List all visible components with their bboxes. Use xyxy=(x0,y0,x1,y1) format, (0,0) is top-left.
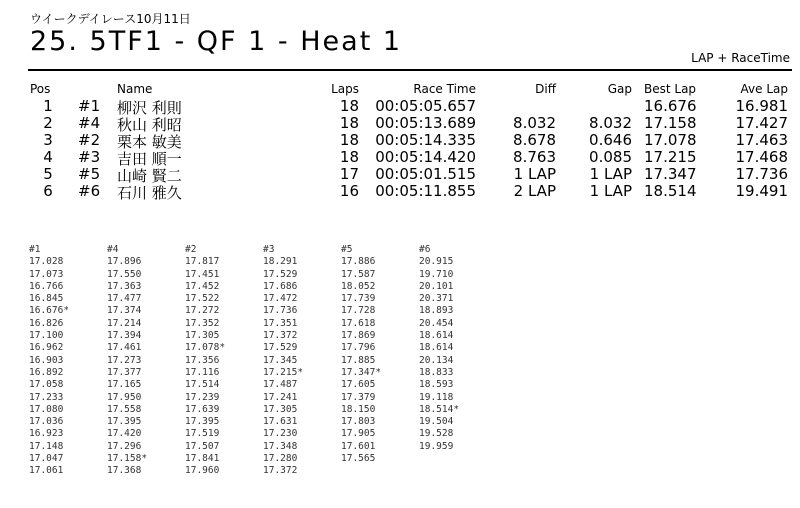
position: 4 xyxy=(43,148,53,166)
car-number: #3 xyxy=(78,148,101,166)
lap-time: 16.826 xyxy=(29,317,64,329)
lap-time: 17.896 xyxy=(107,256,142,268)
race-time: 00:05:14.420 xyxy=(375,148,476,166)
lap-time: 17.739 xyxy=(341,293,376,305)
lap-time: 18.150 xyxy=(341,403,376,415)
lap-time: 17.395 xyxy=(185,416,220,428)
diff: 8.032 xyxy=(513,114,556,132)
lap-time: 17.686 xyxy=(263,280,298,292)
best-lap: 18.514 xyxy=(644,182,697,200)
position: 2 xyxy=(43,114,53,132)
lap-time: 17.363 xyxy=(107,280,142,292)
lap-time: 17.461 xyxy=(107,342,142,354)
lap-time: 17.529 xyxy=(263,342,298,354)
lap-time: 17.565 xyxy=(341,453,376,465)
lap-time: 17.305 xyxy=(263,403,298,415)
lap-time: 16.845 xyxy=(29,293,64,305)
lap-time: 18.291 xyxy=(263,256,298,268)
lap-time: 17.736 xyxy=(263,305,298,317)
lap-time: 18.614 xyxy=(419,342,454,354)
average-lap: 19.491 xyxy=(735,182,788,200)
lap-time: 20.134 xyxy=(419,354,454,366)
lap-time: 17.487 xyxy=(263,379,298,391)
lap-time: 17.241 xyxy=(263,391,298,403)
results-header-row xyxy=(0,82,800,97)
lap-time: 19.528 xyxy=(419,428,454,440)
lap-time: 17.886 xyxy=(341,256,376,268)
lap-time: 17.639 xyxy=(185,403,220,415)
lap-time: 17.905 xyxy=(341,428,376,440)
header-gap: Gap xyxy=(607,82,632,96)
lap-time: 17.073 xyxy=(29,268,64,280)
lap-time: 17.796 xyxy=(341,342,376,354)
lap-time: 19.504 xyxy=(419,416,454,428)
lap-time: 17.352 xyxy=(185,317,220,329)
diff: 8.678 xyxy=(513,131,556,149)
lap-times-column xyxy=(341,244,417,465)
header-ave-lap: Ave Lap xyxy=(740,82,788,96)
lap-time: 17.058 xyxy=(29,379,64,391)
header-pos: Pos xyxy=(30,82,51,96)
lap-time: 17.803 xyxy=(341,416,376,428)
lap-time: 17.305 xyxy=(185,330,220,342)
driver-name: 秋山 利昭 xyxy=(117,116,182,134)
lap-time: 17.272 xyxy=(185,305,220,317)
header-best-lap: Best Lap xyxy=(644,82,697,96)
lap-time: 17.394 xyxy=(107,330,142,342)
best-lap: 16.676 xyxy=(644,97,697,115)
lap-time: 17.605 xyxy=(341,379,376,391)
lap-time: 17.347* xyxy=(341,366,382,378)
diff: 2 LAP xyxy=(513,182,556,200)
driver-name: 栗本 敏美 xyxy=(117,133,182,151)
lap-time: 17.472 xyxy=(263,293,298,305)
header-diff: Diff xyxy=(535,82,556,96)
lap-column-car-number: #2 xyxy=(185,244,197,255)
lap-count: 17 xyxy=(339,165,359,183)
lap-time: 16.962 xyxy=(29,342,64,354)
lap-time: 18.614 xyxy=(419,330,454,342)
lap-time: 16.923 xyxy=(29,428,64,440)
lap-time: 17.477 xyxy=(107,293,142,305)
position: 5 xyxy=(43,165,53,183)
lap-time: 17.601 xyxy=(341,440,376,452)
lap-time: 17.558 xyxy=(107,403,142,415)
gap: 0.646 xyxy=(589,131,632,149)
race-time: 00:05:05.657 xyxy=(375,97,476,115)
lap-time: 17.377 xyxy=(107,366,142,378)
lap-time: 19.959 xyxy=(419,440,454,452)
lap-time: 20.454 xyxy=(419,317,454,329)
lap-count: 18 xyxy=(339,114,359,132)
lap-time: 17.379 xyxy=(341,391,376,403)
lap-time: 17.348 xyxy=(263,440,298,452)
lap-column-car-number: #1 xyxy=(29,244,41,255)
lap-time: 17.116 xyxy=(185,366,220,378)
lap-time: 16.766 xyxy=(29,280,64,292)
header-laps: Laps xyxy=(331,82,359,96)
race-time: 00:05:11.855 xyxy=(375,182,476,200)
lap-time: 18.593 xyxy=(419,379,454,391)
car-number: #2 xyxy=(78,131,101,149)
car-number: #6 xyxy=(78,182,101,200)
gap: 8.032 xyxy=(589,114,632,132)
title-underline xyxy=(28,69,792,71)
lap-column-car-number: #6 xyxy=(419,244,431,255)
lap-time: 17.519 xyxy=(185,428,220,440)
lap-time: 18.833 xyxy=(419,366,454,378)
gap: 0.085 xyxy=(589,148,632,166)
lap-time: 17.374 xyxy=(107,305,142,317)
lap-time: 17.452 xyxy=(185,280,220,292)
lap-time: 17.420 xyxy=(107,428,142,440)
diff: 8.763 xyxy=(513,148,556,166)
lap-time: 17.047 xyxy=(29,453,64,465)
result-row xyxy=(0,97,800,117)
timing-mode-label: LAP + RaceTime xyxy=(691,51,790,65)
driver-name: 吉田 順一 xyxy=(117,150,182,168)
lap-time: 17.631 xyxy=(263,416,298,428)
lap-count: 18 xyxy=(339,97,359,115)
lap-time: 16.892 xyxy=(29,366,64,378)
race-title: 25. 5TF1 - QF 1 - Heat 1 xyxy=(30,26,403,57)
race-time: 00:05:14.335 xyxy=(375,131,476,149)
lap-time: 17.395 xyxy=(107,416,142,428)
lap-times-column xyxy=(263,244,339,478)
lap-time: 17.036 xyxy=(29,416,64,428)
lap-time: 17.273 xyxy=(107,354,142,366)
lap-time: 17.296 xyxy=(107,440,142,452)
lap-column-car-number: #4 xyxy=(107,244,119,255)
lap-times-column xyxy=(29,244,105,478)
lap-time: 20.101 xyxy=(419,280,454,292)
lap-time: 17.960 xyxy=(185,465,220,477)
lap-column-car-number: #5 xyxy=(341,244,353,255)
lap-count: 18 xyxy=(339,131,359,149)
lap-times-column xyxy=(185,244,261,478)
lap-time: 17.239 xyxy=(185,391,220,403)
lap-time: 17.451 xyxy=(185,268,220,280)
lap-time: 19.710 xyxy=(419,268,454,280)
lap-time: 18.514* xyxy=(419,403,460,415)
lap-time: 17.618 xyxy=(341,317,376,329)
driver-name: 柳沢 利則 xyxy=(117,99,182,117)
lap-time: 17.372 xyxy=(263,330,298,342)
lap-time: 19.118 xyxy=(419,391,454,403)
lap-time: 17.345 xyxy=(263,354,298,366)
lap-count: 16 xyxy=(339,182,359,200)
lap-time: 17.215* xyxy=(263,366,304,378)
lap-time: 17.885 xyxy=(341,354,376,366)
best-lap: 17.347 xyxy=(644,165,697,183)
lap-time: 18.893 xyxy=(419,305,454,317)
race-time: 00:05:01.515 xyxy=(375,165,476,183)
driver-name: 石川 雅久 xyxy=(117,184,182,202)
lap-time: 18.052 xyxy=(341,280,376,292)
lap-time: 17.728 xyxy=(341,305,376,317)
lap-column-car-number: #3 xyxy=(263,244,275,255)
average-lap: 17.463 xyxy=(735,131,788,149)
best-lap: 17.158 xyxy=(644,114,697,132)
lap-time: 17.841 xyxy=(185,453,220,465)
race-time: 00:05:13.689 xyxy=(375,114,476,132)
lap-time: 17.587 xyxy=(341,268,376,280)
lap-time: 17.078* xyxy=(185,342,226,354)
best-lap: 17.215 xyxy=(644,148,697,166)
lap-time: 16.676* xyxy=(29,305,70,317)
diff: 1 LAP xyxy=(513,165,556,183)
lap-time: 20.915 xyxy=(419,256,454,268)
lap-count: 18 xyxy=(339,148,359,166)
result-row xyxy=(0,131,800,151)
lap-time: 17.148 xyxy=(29,440,64,452)
lap-time: 17.356 xyxy=(185,354,220,366)
event-date: ウイークデイレース10月11日 xyxy=(30,12,191,26)
result-row xyxy=(0,165,800,185)
header-name: Name xyxy=(117,82,153,96)
gap: 1 LAP xyxy=(589,165,632,183)
car-number: #5 xyxy=(78,165,101,183)
average-lap: 17.468 xyxy=(735,148,788,166)
gap: 1 LAP xyxy=(589,182,632,200)
lap-time: 17.368 xyxy=(107,465,142,477)
lap-time: 17.214 xyxy=(107,317,142,329)
lap-time: 17.233 xyxy=(29,391,64,403)
result-row xyxy=(0,148,800,168)
average-lap: 16.981 xyxy=(735,97,788,115)
lap-time: 17.158* xyxy=(107,453,148,465)
lap-time: 17.230 xyxy=(263,428,298,440)
position: 1 xyxy=(43,97,53,115)
lap-time: 17.550 xyxy=(107,268,142,280)
lap-time: 17.080 xyxy=(29,403,64,415)
lap-time: 17.028 xyxy=(29,256,64,268)
lap-times-column xyxy=(107,244,183,478)
lap-time: 17.522 xyxy=(185,293,220,305)
car-number: #4 xyxy=(78,114,101,132)
header-race-time: Race Time xyxy=(413,82,476,96)
lap-time: 20.371 xyxy=(419,293,454,305)
lap-time: 17.100 xyxy=(29,330,64,342)
average-lap: 17.736 xyxy=(735,165,788,183)
driver-name: 山崎 賢二 xyxy=(117,167,182,185)
lap-time: 17.529 xyxy=(263,268,298,280)
lap-times-column xyxy=(419,244,495,453)
average-lap: 17.427 xyxy=(735,114,788,132)
position: 3 xyxy=(43,131,53,149)
position: 6 xyxy=(43,182,53,200)
car-number: #1 xyxy=(78,97,101,115)
lap-time: 17.061 xyxy=(29,465,64,477)
lap-time: 16.903 xyxy=(29,354,64,366)
result-row xyxy=(0,114,800,134)
result-row xyxy=(0,182,800,202)
lap-time: 17.372 xyxy=(263,465,298,477)
best-lap: 17.078 xyxy=(644,131,697,149)
results-table xyxy=(0,82,800,202)
lap-time: 17.950 xyxy=(107,391,142,403)
lap-time: 17.507 xyxy=(185,440,220,452)
lap-time: 17.869 xyxy=(341,330,376,342)
lap-time: 17.280 xyxy=(263,453,298,465)
lap-time: 17.165 xyxy=(107,379,142,391)
lap-time: 17.351 xyxy=(263,317,298,329)
lap-time: 17.817 xyxy=(185,256,220,268)
lap-time: 17.514 xyxy=(185,379,220,391)
